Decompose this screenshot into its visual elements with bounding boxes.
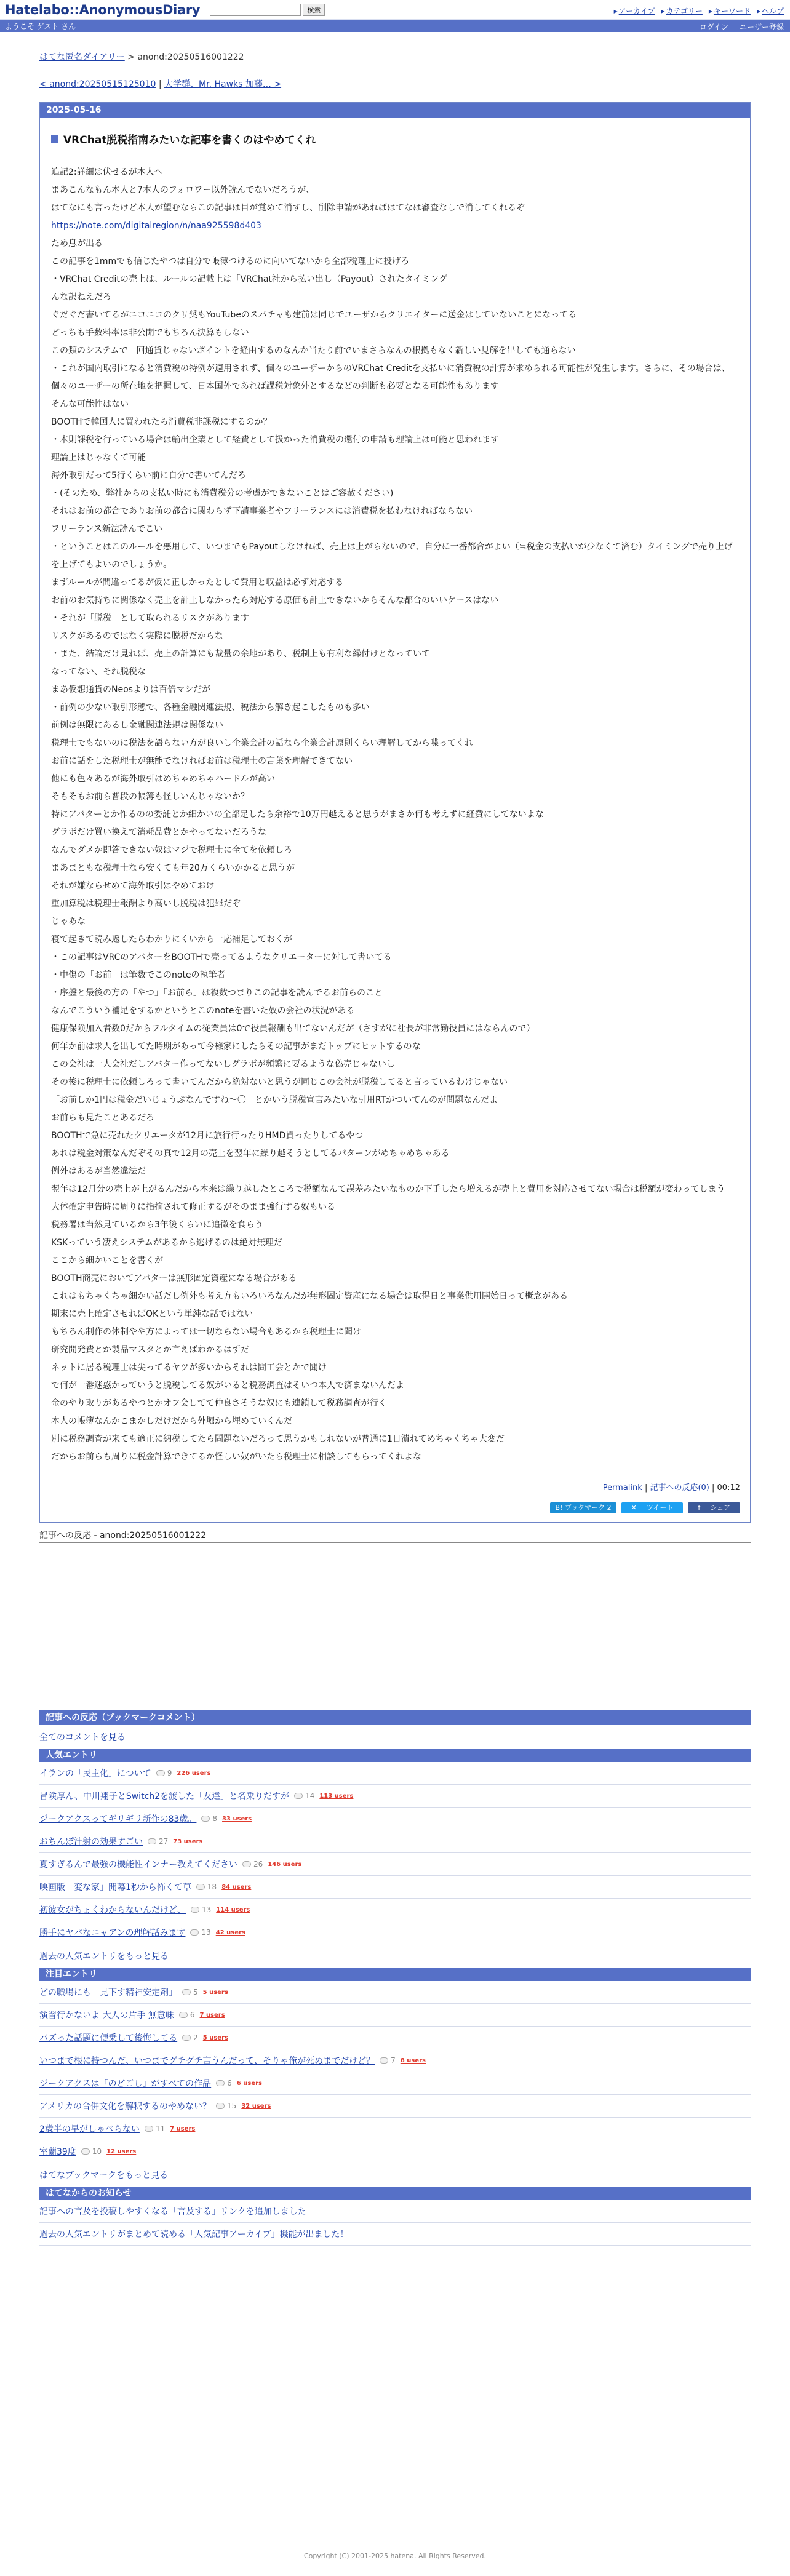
entry-line: この記事を1mmでも信じたやつは自分で帳簿つけるのに向いてないから全部税理士に投げろ [51,257,410,266]
notice-link[interactable]: 記事への言及を投稿しやすくなる「言及する」リンクを追加しました [39,2207,306,2217]
register-link[interactable]: ユーザー登録 [739,23,784,31]
entry-list-item [39,1808,751,1830]
entry-list-item [39,1921,751,1944]
comment-bubble-icon [148,1838,156,1844]
comment-count-value: 13 [202,1905,212,1914]
entry-line: そんな可能性はない [51,399,129,409]
entry-line: もちろん制作の体制やや方によっては一切ならない場合もあるから税理士に聞け [51,1327,361,1337]
comment-count-value: 27 [159,1837,169,1846]
notice-link[interactable]: 過去の人気エントリがまとめて読める「人気記事アーカイブ」機能が出ました！ [39,2230,349,2239]
search-button[interactable]: 検索 [303,4,325,16]
users-count-link[interactable]: 84 users [221,1883,252,1891]
entry-list-link[interactable]: イランの「民主化」について [39,1769,151,1779]
entry-line: じゃあな [51,917,86,927]
entry-line: ・本則課税を行っている場合は輸出企業として経費として扱かった消費税の還付の申請も理論上は可能と思われます [51,435,499,445]
entry-line: フリーランス新法読んでこい [51,524,163,534]
attention-more-line [39,2163,751,2187]
entry-line: はてなにも言ったけど本人が望むならこの記事は目が覚めて消すし、削除申請があればはてなは審査なしで消してくれるぞ [51,203,525,213]
entry-line: まあまともな税理士なら安くても年20万くらいかかると思うが [51,863,295,873]
category-icon: ▸ [661,7,665,15]
entry-line: ・中傷の「お前」は筆数でこのnoteの執筆者 [51,970,226,980]
users-count-link[interactable]: 73 users [173,1838,203,1845]
entry-line: この類のシステムで一回通貨じゃないポイントを経由するのなんか当たり前でいまさらなんの根拠もなく新しい見解を出しても通らない [51,346,576,356]
entry-list-item [39,2027,751,2049]
footer-separator: | [642,1483,650,1493]
entry-list-item [39,1853,751,1876]
entry-list-item [39,1981,751,2004]
main-content [39,50,751,2246]
spacer [39,1543,751,1710]
comment-count [380,2056,396,2065]
tweet-label: ツイート [646,1504,674,1512]
entry-list-link[interactable]: 演習行かないよ 大人の片手 無意味 [39,2011,174,2020]
entry-line: ・序盤と最後の方の「やつ」「お前ら」は複数つまりこの記事を読んでるお前らのこと [51,988,383,998]
entry-list-item [39,1830,751,1853]
next-entry-link[interactable]: 大学群、Mr. Hawks 加藤… > [164,79,282,89]
entry-line: お前らも見たことあるだろ [51,1113,154,1123]
comment-count [216,2102,236,2110]
site-logo[interactable]: Hatelabo::AnonymousDiary [5,2,201,17]
entry-line: ・(そのため、弊社からの支払い時にも消費税分の考慮ができないことはご容赦ください) [51,488,394,498]
entry-line: BOOTH商売においてアバターは無形固定資産になる場合がある [51,1274,297,1283]
entry-list-link[interactable]: バズった話題に便乗して後悔してる [39,2033,178,2043]
entry-box [39,102,751,1523]
entry-line: 健康保険加入者数0だからフルタイムの従業員は0で役員報酬も出てないんだが（さすがに社長が非常勤役員にはならんので） [51,1024,535,1034]
entry-time: | 00:12 [709,1483,740,1493]
entry-link-line [51,217,740,235]
comment-bubble-icon [294,1793,303,1799]
attention-entries-list [39,1981,751,2163]
comment-count-value: 6 [190,2011,195,2019]
entry-line: ・また、結論だけ見れば、売上の計算にも裁量の余地があり、税制上も有利な繰付けとなっていて [51,649,430,659]
entry-list-link[interactable]: おちんぽ汁射の効果すごい [39,1837,143,1847]
archive-icon: ▸ [613,7,618,15]
nav-separator: | [156,79,165,89]
entry-list-link[interactable]: 室蘭39度 [39,2147,76,2157]
entry-line: まあ仮想通貨のNeosよりは百倍マシだが [51,685,210,695]
users-count-link[interactable]: 114 users [216,1906,250,1913]
comment-count-value: 15 [227,2102,237,2110]
comment-count-value: 11 [155,2124,166,2133]
comment-count-value: 6 [227,2079,232,2088]
comment-count [191,1905,211,1914]
entry-line: この会社は一人会社だしアバター作ってないしグラボが頻繁に要るような偽売じゃないし [51,1059,395,1069]
comment-bubble-icon [156,1770,165,1776]
comment-count [156,1769,172,1777]
entry-line: BOOTHで急に売れたクリエータが12月に旅行行ったりHMD買ったりしてるやつ [51,1131,364,1141]
copyright: Copyright (C) 2001-2025 hatena. All Rights Reserved. [304,2552,486,2560]
comment-count-value: 18 [207,1883,217,1891]
entry-list-link[interactable]: 夏すぎるんで最強の機能性インナー教えてください [39,1860,237,1870]
entry-line: 大体確定申告時に周りに指摘されて修正するがそのまま強行する奴もいる [51,1202,335,1212]
comment-count [242,1860,263,1868]
entry-line: 研究開発費とか製品マスタとか言えばわかるはずだ [51,1345,249,1355]
entry-line: ・これが国内取引になると消費税の特例が適用されず、個々のユーザーからのVRChat Creditを支払いに消費税の計算が求められる可能性が発生します。さらに、その場合は、個々のユーザーの所在地を把握して、日本国外であれば課税対象外とするなどの判断も必要となる可能性もあります [51,364,730,391]
entry-list-item [39,2004,751,2027]
entry-list-link[interactable]: 勝手にヤバなニャアンの理解話みます [39,1928,186,1938]
entry-line: 別に税務調査が来ても適正に納税してたら問題ないだろって思うかもしれないが普通に1日潰れてめちゃくちゃ大変だ [51,1434,505,1444]
entry-list-link[interactable]: 初彼女がちょくわからないんだけど、 [39,1905,186,1915]
entry-list-item [39,1785,751,1808]
comment-count-value: 5 [193,1988,198,1996]
comment-count [81,2147,102,2156]
comment-bubble-icon [182,2035,191,2041]
prev-entry-link[interactable]: < anond:20250515125010 [39,79,156,89]
permalink-link[interactable]: Permalink [602,1483,642,1493]
entry-line: お前に話をした税理士が無能でなければお前は税理士の言葉を理解できてない [51,756,353,766]
entry-line: 追記2:詳細は伏せるが本人へ [51,167,163,177]
users-count-link[interactable]: 7 users [170,2125,196,2132]
breadcrumb-separator: > [124,52,138,62]
users-count-link[interactable]: 42 users [215,1929,245,1936]
users-count-link[interactable]: 5 users [202,1988,228,1996]
top-links [614,6,784,16]
entry-line: で何が一番迷惑かっていうと脱税してる奴がいると税務調査はそいつ本人で済まないんだよ [51,1381,404,1390]
comment-bubble-icon [179,2012,188,2018]
comment-count [145,2124,165,2133]
popular-more-line [39,1944,751,1968]
entry-line: ため息が出る [51,239,103,249]
entry-line: んな訳ねえだろ [51,292,111,302]
entry-list-item [39,1762,751,1785]
entry-line: ・ということはこのルールを悪用して、いつまでもPayoutしなければ、売上は上がらないので、自分に一番都合がよい（≒税金の支払いが少なくて済む）タイミングで売り上げを上げてもよいのでしょうか。 [51,542,733,570]
comment-bubble-icon [81,2148,90,2155]
users-count-link[interactable]: 146 users [268,1860,302,1868]
note-link[interactable]: https://note.com/digitalregion/n/naa925598d403 [51,221,261,231]
entry-line: 税務署は当然見ているから3年後くらいに追徴を食らう [51,1220,263,1230]
share-buttons [40,1502,740,1513]
entry-line: ・前例の少ない取引形態で、各種金融関連法規、税法から解き起こしたものも多い [51,703,370,712]
users-count-link[interactable]: 12 users [106,2148,137,2155]
hatena-bookmark-button[interactable]: B! ブックマーク 2 [550,1502,616,1513]
comment-count-value: 10 [92,2147,102,2156]
comment-count-value: 9 [167,1769,172,1777]
notice-heading: はてなからのお知らせ [39,2187,751,2200]
users-count-link[interactable]: 33 users [222,1815,252,1822]
entry-line: リスクがあるのではなく実際に脱税だからな [51,631,223,641]
entry-line: それはお前の都合でありお前の都合に関わらず下請事業者やフリーランスには消費税を払わなければならない [51,506,473,516]
entry-line: 本人の帳簿なんかこまかしだけだから外堀から埋めていくんだ [51,1416,292,1426]
comment-count-value: 8 [212,1814,218,1823]
entry-line: 重加算税は税理士報酬より高いし脱税は犯罪だぞ [51,899,241,909]
all-comments-link[interactable]: 全てのコメントを見る [39,1733,126,1742]
entry-list-link[interactable]: アメリカの合併文化を解釈するのやめない？ [39,2102,212,2111]
entry-date: 2025-05-16 [40,103,750,118]
entry-list-item [39,2095,751,2118]
popular-more-link[interactable]: 過去の人気エントリをもっと見る [39,1952,169,1961]
comment-count [182,2033,198,2042]
comment-count [190,1928,210,1937]
login-link[interactable]: ログイン [699,23,728,31]
keyword-icon: ▸ [708,7,712,15]
entry-line: ネットに居る税理士は尖ってるヤツが多いからそれは問工会とかで聞け [51,1363,327,1373]
entry-list-item [39,2118,751,2140]
entry-line: まずルールが間違ってるが仮に正しかったとして費用と収益は必ず対応する [51,578,344,588]
all-comments-line [39,1725,751,1749]
comment-count-value: 7 [391,2056,396,2065]
users-count-link[interactable]: 32 users [241,2102,271,2110]
user-bar [0,20,790,32]
keyword-link[interactable]: キーワード [713,7,751,15]
entry-list-link[interactable]: ジークアクスは「のどごし」がすべての作品 [39,2079,212,2089]
entry-footer [40,1481,740,1493]
entry-line: グラボだけ買い換えて消耗品費とかやってないだろうな [51,827,266,837]
top-bar [0,0,790,20]
entry-navigation [39,78,751,90]
users-count-link[interactable]: 8 users [400,2057,426,2064]
comment-count [201,1814,217,1823]
breadcrumb [39,50,751,63]
comment-count [179,2011,195,2019]
comment-count [182,1988,198,1996]
entry-title[interactable] [51,131,750,146]
twitter-icon: ✕ [631,1504,637,1512]
comment-bubble-icon [190,1929,199,1936]
entry-line: お前のお気持ちに関係なく売上を計上しなかったら対応する原価も計上できないからそんな都合のいいケースはない [51,596,499,605]
entry-line: これはもちゃくちゃ細かい話だし例外も考え方もいろいろなんだが無形固定資産になる場合は取得日と事業供用開始日って概念がある [51,1291,568,1301]
entry-line: そもそもお前ら普段の帳簿も怪しいんじゃないか？ [51,792,249,802]
entry-line: 「お前しか1円は税金だいじょうぶなんですね〜〇」とかいう脱税宣言みたいな引用RTがついてんのが問題なんだよ [51,1095,498,1105]
entry-line: まあこんなもん本人と7本人のフォロワー以外読んでないだろうが、 [51,185,315,195]
attention-more-link[interactable]: はてなブックマークをもっと見る [39,2171,169,2180]
comment-count-value: 26 [253,1860,263,1868]
popular-entries-list [39,1762,751,1944]
breadcrumb-current: anond:20250516001222 [137,52,244,62]
entry-line: その後に税理士に依頼しろって書いてんだから絶対ないと思うが同じこの会社が脱税してると言っているわけじゃない [51,1077,508,1087]
entry-list-link[interactable]: どの職場にも「見下す精神安定剤」 [39,1988,177,1998]
facebook-share-button[interactable] [688,1502,740,1513]
entry-list-item [39,2072,751,2095]
comment-count-value: 14 [305,1792,315,1800]
entry-line: なんでダメか即答できない奴はマジで税理士に全てを依頼しろ [51,845,292,855]
welcome-text: ようこそ ゲスト さん [5,22,76,31]
entry-line: 他にも色々あるが海外取引はめちゃめちゃハードルが高い [51,774,275,784]
entry-line: ぐだぐだ書いてるがニコニコのクリ奨もYouTubeのスパチャも建前は同じでユーザからクリエイターに送金はしていないことになってる [51,310,577,320]
title-square-icon [51,135,58,143]
entry-line: 金のやり取りがあるやつとかオフ会してて仲良さそうな奴にも連鎖して税務調査が行く [51,1398,387,1408]
entry-line: どっちも手数料率は非公開でもちろん決算もしない [51,328,249,338]
entry-list-link[interactable]: 映画版「変な家」開幕1秒から怖くて草 [39,1883,191,1892]
entry-line: 期末に売上確定させればOKという単純な話ではない [51,1309,253,1319]
comment-bubble-icon [145,2126,153,2132]
entry-line: ・VRChat Creditの売上は、ルールの記載上は「VRChat社から払い出し（Payout）されたタイミング」 [51,274,456,284]
comment-bubble-icon [216,2103,225,2109]
entry-list-link[interactable]: ジークアクスってギリギリ新作の83歳。 [39,1814,197,1824]
comment-bubble-icon [182,1989,191,1995]
comment-bubble-icon [216,2080,225,2086]
entry-line: 翌年は12月分の売上が上がるんだから本来は繰り越したところで税額なんて誤差みたいなものか下手したら増えるが売上と費用を対応させてない場合は税額が変わってしまう [51,1184,725,1194]
users-count-link[interactable]: 6 users [236,2080,262,2087]
help-link[interactable]: ヘルプ [761,7,784,15]
entry-line: 何年か前は求人を出してた時期があって今様家にしたらその記事がまだトップにヒットするのな [51,1042,421,1051]
comment-bubble-icon [242,1861,251,1867]
comment-bubble-icon [196,1884,205,1890]
entry-line: なんでこういう補足をするかというとこのnoteを書いた奴の会社の状況がある [51,1006,355,1016]
entry-line: だからお前らも周りに税金計算できてるか怪しい奴がいたら税理士に相談してもらってくれよな [51,1452,421,1462]
notice-item [39,2200,751,2223]
comment-bubble-icon [191,1907,199,1913]
category-link[interactable]: カテゴリー [666,7,703,15]
entry-list-item [39,2140,751,2163]
users-count-link[interactable]: 113 users [319,1792,354,1800]
help-icon: ▸ [756,7,760,15]
bookmark-comments-heading: 記事への反応（ブックマークコメント） [39,1710,751,1725]
entry-list-item [39,1876,751,1899]
entry-list-link[interactable]: いつまで根に持つんだ、いつまでグチグチ言うんだって、そりゃ俺が死ぬまでだけど？ [39,2056,375,2066]
facebook-label: シェア [710,1504,730,1512]
comment-count-value: 2 [193,2033,198,2042]
comment-bubble-icon [380,2057,388,2064]
entry-line: ここから細かいことを書くが [51,1256,163,1266]
entry-line: 前例は無限にあるし金融関連法規は関係ない [51,720,223,730]
reaction-heading: 記事への反応 - anond:20250516001222 [39,1529,751,1543]
breadcrumb-home[interactable]: はてな匿名ダイアリー [39,52,125,62]
attention-entries-heading: 注目エントリ [39,1968,751,1981]
entry-list-item [39,1899,751,1921]
entry-line: なってない、それ脱税な [51,667,146,677]
entry-line: 税理士でもないのに税法を語らない方が良いし企業会計の話なら企業会計原則くらい理解してから喋ってくれ [51,738,473,748]
entry-line: ・この記事はVRCのアバターをBOOTHで売ってるようなクリエーターに対して書いてる [51,952,392,962]
entry-line: それが嫌ならせめて海外取引はやめておけ [51,881,215,891]
users-count-link[interactable]: 7 users [199,2011,225,2019]
entry-line: 海外取引だって5行くらい前に自分で書いてんだろ [51,471,246,481]
notice-list [39,2200,751,2246]
comment-count [294,1792,314,1800]
entry-list-link[interactable]: 2歳半の早がしゃべらない [39,2124,140,2134]
comment-count-value: 13 [201,1928,211,1937]
users-count-link[interactable]: 226 users [177,1769,211,1777]
entry-line: ・それが「脱税」として取られるリスクがあります [51,613,249,623]
comment-count [148,1837,168,1846]
entry-line: BOOTHで韓国人に買われたら消費税非課税にするのか？ [51,417,272,427]
entry-body [51,164,740,1466]
search-input[interactable] [210,4,301,16]
comment-bubble-icon [201,1816,210,1822]
users-count-link[interactable]: 5 users [202,2034,228,2041]
facebook-icon: f [698,1504,701,1512]
entry-line: 寝て起きて読み返したらわかりにくいから一応補足しておくが [51,935,292,944]
archive-link[interactable]: アーカイブ [618,7,655,15]
entry-line: KSKっていう凄えシステムがあるから逃げるのは絶対無理だ [51,1238,282,1248]
reaction-count-link[interactable]: 記事への反応(0) [650,1483,709,1493]
entry-list-link[interactable]: 冒険厚ん、中川翔子とSwitch2を渡した「友達」と名乗りだすが [39,1792,290,1801]
tweet-button[interactable] [621,1502,684,1513]
entry-line: あれは税金対策なんだぞその真で12月の売上を翌年に繰り越そうとしてるパターンがめちゃめちゃある [51,1149,450,1158]
comment-count [216,2079,232,2088]
entry-line: 特にアバターとか作るのの委託とか細かいの全部足したら余裕で10万円越えると思うがまさか何も考えずに経費にしてないよな [51,810,544,819]
entry-list-item [39,2049,751,2072]
entry-line: 例外はあるが当然違法だ [51,1166,146,1176]
entry-title-text: VRChat脱税指南みたいな記事を書くのはやめてくれ [63,134,316,146]
comment-count [196,1883,217,1891]
notice-item [39,2223,751,2246]
entry-line: 理論上はじゃなくて可能 [51,453,146,463]
popular-entries-heading: 人気エントリ [39,1749,751,1762]
